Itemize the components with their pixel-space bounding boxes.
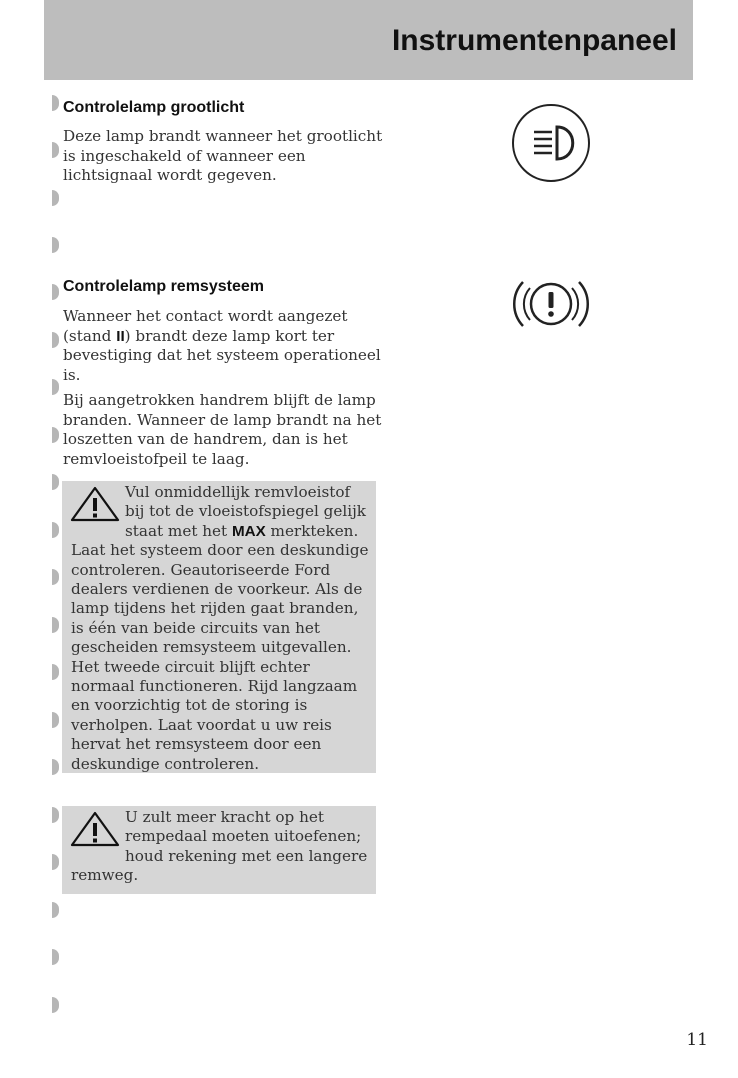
margin-tab-mark <box>52 617 59 633</box>
warning-triangle-icon <box>69 810 121 848</box>
high-beam-icon <box>510 102 592 184</box>
page-number: 11 <box>686 1030 708 1050</box>
warning-text: Vul onmiddellijk remvloeistof bij tot de vloeistofspiegel gelijk staat met het <box>125 483 367 540</box>
warning-text: merkteken. Laat het systeem door een deskundige controleren. Geautoriseerde Ford dealers verdienen de voorkeur. Als de lamp tijdens het rijden gaat branden, is één van beide circuits van het gescheiden remsysteem uitgevallen. Het tweede circuit blijft echter normaal functioneren. Rijd langzaam en voorzichtig tot de storing is verholpen. Laat voordat u uw reis hervat het remsysteem door een deskundige controleren. <box>71 521 369 773</box>
margin-tab-mark <box>52 237 59 253</box>
margin-tab-mark <box>52 997 59 1013</box>
margin-tab-mark <box>52 664 59 680</box>
brake-text-part: Wanneer het contact wordt aangezet (stand <box>63 307 348 345</box>
margin-tab-mark <box>52 474 59 490</box>
margin-tab-mark <box>52 284 59 300</box>
brake-warning-icon <box>506 268 596 340</box>
page-header <box>44 0 693 80</box>
warning-triangle-icon <box>69 485 121 523</box>
warning-text: U zult meer kracht op het rempedaal moeten uitoefenen; houd rekening met een langere remweg. <box>71 808 368 885</box>
section-heading-brake-system: Controlelamp remsysteem <box>63 278 264 295</box>
warning-box-brake-pedal <box>62 806 376 894</box>
margin-tab-mark <box>52 332 59 348</box>
margin-tab-mark <box>52 427 59 443</box>
margin-tab-mark <box>52 522 59 538</box>
margin-tab-mark <box>52 712 59 728</box>
margin-tab-mark <box>52 142 59 158</box>
warning-box-brake-fluid <box>62 481 376 773</box>
brake-description-ignition <box>63 307 383 385</box>
max-mark-label: MAX <box>231 522 266 540</box>
margin-tab-mark <box>52 807 59 823</box>
high-beam-description: Deze lamp brandt wanneer het grootlicht is ingeschakeld of wanneer een lichtsignaal wordt gegeven. <box>63 127 383 184</box>
page-title: Instrumentenpaneel <box>391 24 677 57</box>
margin-tab-mark <box>52 854 59 870</box>
margin-tab-mark <box>52 95 59 111</box>
ignition-position-label: II <box>116 327 125 345</box>
brake-text-part: ) brandt deze lamp kort ter bevestiging dat het systeem operationeel is. <box>63 326 381 384</box>
margin-tab-mark <box>52 569 59 585</box>
section-heading-high-beam: Controlelamp grootlicht <box>63 99 245 116</box>
margin-tab-mark <box>52 949 59 965</box>
margin-tab-mark <box>52 379 59 395</box>
margin-tab-mark <box>52 902 59 918</box>
margin-tab-mark <box>52 759 59 775</box>
brake-description-handbrake: Bij aangetrokken handrem blijft de lamp branden. Wanneer de lamp brandt na het loszetten van de handrem, dan is het remvloeistofpeil te laag. <box>63 391 382 468</box>
margin-tab-mark <box>52 190 59 206</box>
